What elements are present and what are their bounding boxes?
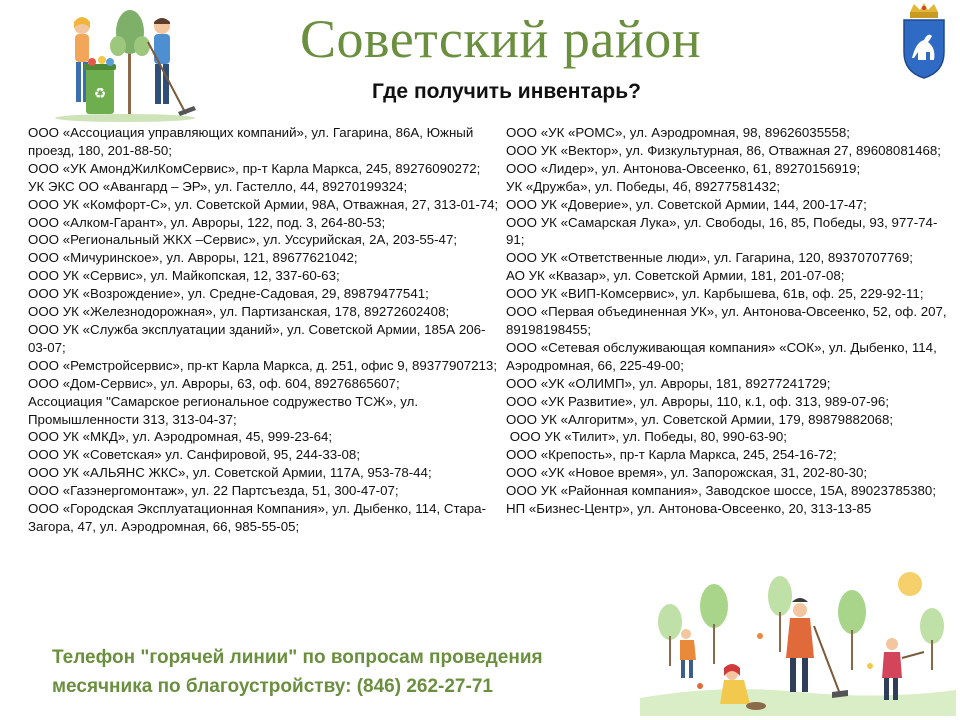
organizations-list-right	[506, 124, 954, 518]
list-item: ООО УК «Сервис», ул. Майкопская, 12, 337-60-63;	[28, 268, 340, 284]
list-item: ООО «УК «Новое время», ул. Запорожская, 31, 202-80-30;	[506, 465, 868, 481]
list-item: ООО УК «Вектор», ул. Физкультурная, 86, Отважная 27, 89608081468;	[506, 142, 941, 158]
svg-text:♻: ♻	[93, 86, 107, 102]
list-item: ООО УК «МКД», ул. Аэродромная, 45, 999-23-64;	[28, 429, 333, 445]
list-item: ООО «Ремстройсервис», пр-кт Карла Маркса, д. 251, офис 9, 89377907213;	[28, 357, 498, 373]
list-item: Ассоциация "Самарское региональное содружество ТСЖ», ул. Промышленности 313, 313-04-37;	[28, 393, 419, 427]
list-item: ООО «Мичуринское», ул. Авроры, 121, 89677621042;	[28, 250, 358, 266]
list-item: ООО УК «АЛЬЯНС ЖКС», ул. Советской Армии, 117А, 953-78-44;	[28, 465, 432, 481]
list-item: ООО УК «Самарская Лука», ул. Свободы, 16, 85, Победы, 93, 977-74-91;	[506, 214, 938, 248]
list-item: ООО УК «ВИП-Комсервис», ул. Карбышева, 61в, оф. 25, 229-92-11;	[506, 286, 924, 302]
hotline-text: Телефон "горячей линии" по вопросам проведения месячника по благоустройству: (846) 262-27-71	[52, 647, 543, 697]
samara-coat-of-arms-icon	[898, 2, 950, 80]
list-item: НП «Бизнес-Центр», ул. Антонова-Овсеенко, 20, 313-13-85	[506, 501, 872, 517]
list-item: ООО УК «Доверие», ул. Советской Армии, 144, 200-17-47;	[506, 196, 867, 212]
list-item: ООО «Первая объединенная УК», ул. Антонова-Овсеенко, 52, оф. 207, 89198198455;	[506, 304, 947, 337]
list-item: ООО УК «Служба эксплуатации зданий», ул. Советской Армии, 185А 206-03-07;	[28, 321, 486, 355]
list-item: ООО УК «Тилит», ул. Победы, 80, 990-63-90;	[506, 429, 787, 445]
list-item: ООО «УК «РОМС», ул. Аэродромная, 98, 89626035558;	[506, 125, 850, 140]
list-item: ООО «Газэнергомонтаж», ул. 22 Партсъезда, 51, 300-47-07;	[28, 483, 399, 499]
list-item: ООО «УК Развитие», ул. Авроры, 110, к.1, оф. 313, 989-07-96;	[506, 393, 890, 409]
list-item: ООО УК «Советская» ул. Санфировой, 95, 244-33-08;	[28, 447, 361, 463]
park-cleanup-illustration	[640, 566, 956, 716]
organizations-list-left	[28, 124, 500, 536]
list-item: ООО УК «Комфорт-С», ул. Советской Армии, 98А, Отважная, 27, 313-01-74;	[28, 196, 499, 212]
list-item: АО УК «Квазар», ул. Советской Армии, 181, 201-07-08;	[506, 268, 845, 284]
list-item: ООО УК «Районная компания», Заводское шоссе, 15А, 89023785380;	[506, 483, 937, 499]
list-item: ООО УК «Ответственные люди», ул. Гагарина, 120, 89370707769;	[506, 250, 913, 266]
list-item: ООО «УК АмондЖилКомСервис», пр-т Карла Маркса, 245, 89276090272;	[28, 160, 481, 176]
list-item: ООО «Сетевая обслуживающая компания» «СОК», ул. Дыбенко, 114, Аэродромная, 66, 225-49-00;	[506, 339, 937, 373]
list-item: ООО «Дом-Сервис», ул. Авроры, 63, оф. 604, 89276865607;	[28, 375, 400, 391]
list-item: УК ЭКС ОО «Авангард – ЭР», ул. Гастелло, 44, 89270199324;	[28, 178, 408, 194]
page-title: Советский район	[300, 9, 702, 69]
list-item: ООО «УК «ОЛИМП», ул. Авроры, 181, 89277241729;	[506, 375, 831, 391]
list-item: ООО УК «Алгоритм», ул. Советской Армии, 179, 89879882068;	[506, 411, 894, 427]
volunteers-recycling-illustration	[50, 6, 200, 122]
list-item: ООО «Ассоциация управляющих компаний», ул. Гагарина, 86А, Южный проезд, 180, 201-88-50;	[28, 125, 474, 158]
list-item: ООО «Региональный ЖКХ –Сервис», ул. Уссурийская, 2А, 203-55-47;	[28, 232, 458, 248]
list-item: ООО «Городская Эксплуатационная Компания», ул. Дыбенко, 114, Стара-Загора, 47, ул. Аэродромная, 66, 985-55-05;	[28, 501, 487, 534]
list-item: ООО «Алком-Гарант», ул. Авроры, 122, под. 3, 264-80-53;	[28, 214, 386, 230]
list-item: ООО «Крепость», пр-т Карла Маркса, 245, 254-16-72;	[506, 447, 837, 463]
list-item: УК «Дружба», ул. Победы, 4б, 89277581432;	[506, 178, 781, 194]
page-subtitle: Где получить инвентарь?	[372, 80, 641, 103]
list-item: ООО УК «Железнодорожная», ул. Партизанская, 178, 89272602408;	[28, 304, 450, 320]
list-item: ООО УК «Возрождение», ул. Средне-Садовая, 29, 89879477541;	[28, 286, 429, 302]
list-item: ООО «Лидер», ул. Антонова-Овсеенко, 61, 89270156919;	[506, 160, 861, 176]
